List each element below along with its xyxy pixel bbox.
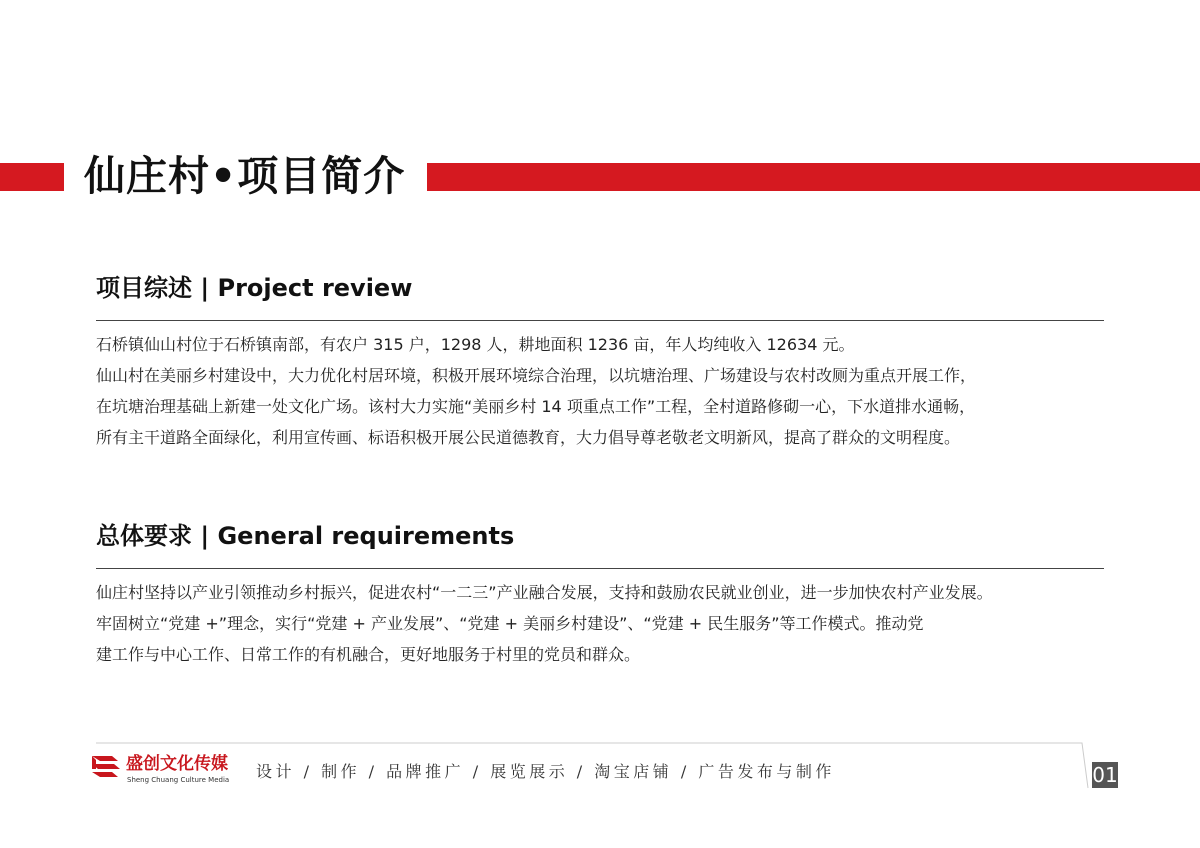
section-heading: 总体要求 | General requirements	[96, 522, 515, 550]
section-heading: 项目综述 | Project review	[96, 274, 413, 302]
services-list: 设计 / 制作 / 品牌推广 / 展览展示 / 淘宝店铺 / 广告发布与制作	[256, 762, 835, 781]
body-line: 石桥镇仙山村位于石桥镇南部，有农户 315 户，1298 人，耕地面积 1236 亩，年人均纯收入 12634 元。	[96, 335, 855, 354]
brand-subtitle: Sheng Chuang Culture Media	[127, 776, 230, 784]
brand-name: 盛创文化传媒	[126, 754, 228, 774]
body-line: 仙山村在美丽乡村建设中，大力优化村居环境，积极开展环境综合治理，以坑塘治理、广场建设与农村改厕为重点开展工作，	[96, 366, 977, 385]
sheng-chuang-logo-icon	[90, 752, 122, 782]
body-line: 建工作与中心工作、日常工作的有机融合，更好地服务于村里的党员和群众。	[96, 645, 641, 664]
page-title: 仙庄村•项目简介	[84, 152, 406, 200]
page-number: 01	[1092, 763, 1118, 787]
body-line: 牢固树立“党建 +”理念，实行“党建 + 产业发展”、“党建 + 美丽乡村建设”、“党建 + 民生服务”等工作模式。推动党	[96, 614, 924, 633]
body-line: 在坑塘治理基础上新建一处文化广场。该村大力实施“美丽乡村 14 项重点工作”工程，全村道路修砌一心，下水道排水通畅，	[96, 397, 976, 416]
body-line: 仙庄村坚持以产业引领推动乡村振兴，促进农村“一二三”产业融合发展，支持和鼓励农民就业创业，进一步加快农村产业发展。	[96, 583, 993, 602]
body-line: 所有主干道路全面绿化，利用宣传画、标语积极开展公民道德教育，大力倡导尊老敬老文明新风，提高了群众的文明程度。	[96, 428, 961, 447]
